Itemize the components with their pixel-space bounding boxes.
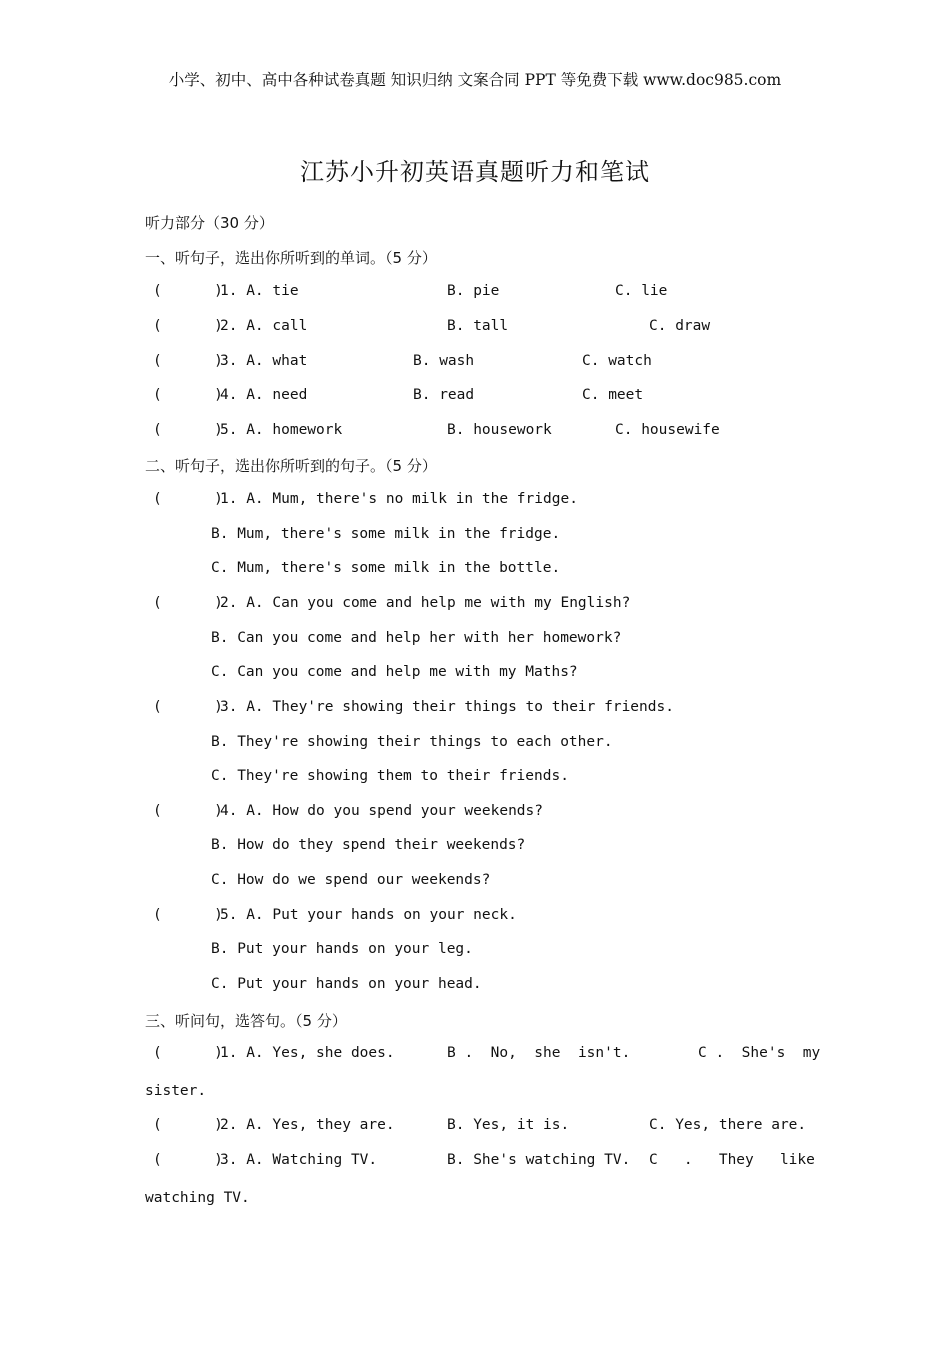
option-c: C. How do we spend our weekends? xyxy=(211,872,491,888)
answer-bracket: ( ) xyxy=(153,1045,223,1061)
option-a: 2. A. Yes, they are. xyxy=(220,1117,395,1133)
option-c: C. draw xyxy=(649,318,711,334)
s1-question-1 xyxy=(145,283,815,305)
s2-question-3-option-b xyxy=(145,734,815,756)
option-a: 3. A. what xyxy=(220,353,308,369)
answer-bracket: ( ) xyxy=(153,353,223,369)
option-a: 3. A. They're showing their things to their friends. xyxy=(220,699,674,715)
option-c-continued: watching TV. xyxy=(145,1190,250,1206)
option-a: 1. A. tie xyxy=(220,283,299,299)
s2-question-3-option-c xyxy=(145,768,815,790)
s3-question-3 xyxy=(145,1152,815,1174)
option-b: B. She's watching TV. xyxy=(447,1152,631,1168)
s2-question-1 xyxy=(145,491,815,513)
option-b: B. Put your hands on your leg. xyxy=(211,941,473,957)
option-a: 5. A. homework xyxy=(220,422,343,438)
option-a: 4. A. need xyxy=(220,387,308,403)
option-b: B . No, she isn't. xyxy=(447,1045,631,1061)
option-c: C. Mum, there's some milk in the bottle. xyxy=(211,560,561,576)
option-b: B. Yes, it is. xyxy=(447,1117,570,1133)
s2-question-4 xyxy=(145,803,815,825)
s1-question-2 xyxy=(145,318,815,340)
option-b: B. wash xyxy=(413,353,475,369)
answer-bracket: ( ) xyxy=(153,283,223,299)
s2-question-5-option-b xyxy=(145,941,815,963)
s3-question-2 xyxy=(145,1117,815,1139)
answer-bracket: ( ) xyxy=(153,699,223,715)
option-c: C. housewife xyxy=(615,422,720,438)
part-label: 听力部分（30 分） xyxy=(145,214,274,232)
answer-bracket: ( ) xyxy=(153,1117,223,1133)
option-a: 1. A. Yes, she does. xyxy=(220,1045,395,1061)
s2-question-5 xyxy=(145,907,815,929)
option-b: B. tall xyxy=(447,318,509,334)
option-a: 5. A. Put your hands on your neck. xyxy=(220,907,517,923)
page-title: 江苏小升初英语真题听力和笔试 xyxy=(300,158,650,186)
option-c: C. Can you come and help me with my Maths? xyxy=(211,664,578,680)
option-a: 2. A. call xyxy=(220,318,308,334)
answer-bracket: ( ) xyxy=(153,595,223,611)
s1-question-3 xyxy=(145,353,815,375)
option-c: C . They like xyxy=(649,1152,815,1168)
section-2-heading: 二、听句子，选出你所听到的句子。（5 分） xyxy=(145,457,437,475)
answer-bracket: ( ) xyxy=(153,1152,223,1168)
answer-bracket: ( ) xyxy=(153,422,223,438)
option-b: B. They're showing their things to each other. xyxy=(211,734,613,750)
answer-bracket: ( ) xyxy=(153,803,223,819)
option-a: 4. A. How do you spend your weekends? xyxy=(220,803,544,819)
option-b: B. Can you come and help her with her homework? xyxy=(211,630,622,646)
answer-bracket: ( ) xyxy=(153,318,223,334)
answer-bracket: ( ) xyxy=(153,907,223,923)
section-1-heading: 一、听句子，选出你所听到的单词。（5 分） xyxy=(145,249,437,267)
option-b: B. pie xyxy=(447,283,500,299)
s2-question-2-option-c xyxy=(145,664,815,686)
option-a: 3. A. Watching TV. xyxy=(220,1152,378,1168)
option-c: C. meet xyxy=(582,387,644,403)
section-3-heading: 三、听问句，选答句。（5 分） xyxy=(145,1012,347,1030)
option-b: B. read xyxy=(413,387,475,403)
s2-question-1-option-b xyxy=(145,526,815,548)
option-c: C. Yes, there are. xyxy=(649,1117,807,1133)
option-b: B. Mum, there's some milk in the fridge. xyxy=(211,526,561,542)
page-header: 小学、初中、高中各种试卷真题 知识归纳 文案合同 PPT 等免费下载 www.doc985.com xyxy=(168,71,782,89)
option-c: C. lie xyxy=(615,283,668,299)
s2-question-2-option-b xyxy=(145,630,815,652)
option-c: C. They're showing them to their friends. xyxy=(211,768,569,784)
s2-question-4-option-b xyxy=(145,837,815,859)
s2-question-3 xyxy=(145,699,815,721)
s1-question-4 xyxy=(145,387,815,409)
s2-question-5-option-c xyxy=(145,976,815,998)
s3-question-1-continued xyxy=(145,1083,815,1105)
option-c-continued: sister. xyxy=(145,1083,207,1099)
s3-question-3-continued xyxy=(145,1190,815,1212)
option-a: 2. A. Can you come and help me with my English? xyxy=(220,595,631,611)
option-b: B. housework xyxy=(447,422,552,438)
s2-question-2 xyxy=(145,595,815,617)
option-c: C . She's my xyxy=(698,1045,821,1061)
s2-question-1-option-c xyxy=(145,560,815,582)
answer-bracket: ( ) xyxy=(153,387,223,403)
s3-question-1 xyxy=(145,1045,821,1067)
answer-bracket: ( ) xyxy=(153,491,223,507)
option-c: C. Put your hands on your head. xyxy=(211,976,482,992)
s2-question-4-option-c xyxy=(145,872,815,894)
option-c: C. watch xyxy=(582,353,652,369)
option-b: B. How do they spend their weekends? xyxy=(211,837,526,853)
option-a: 1. A. Mum, there's no milk in the fridge. xyxy=(220,491,578,507)
s1-question-5 xyxy=(145,422,815,444)
